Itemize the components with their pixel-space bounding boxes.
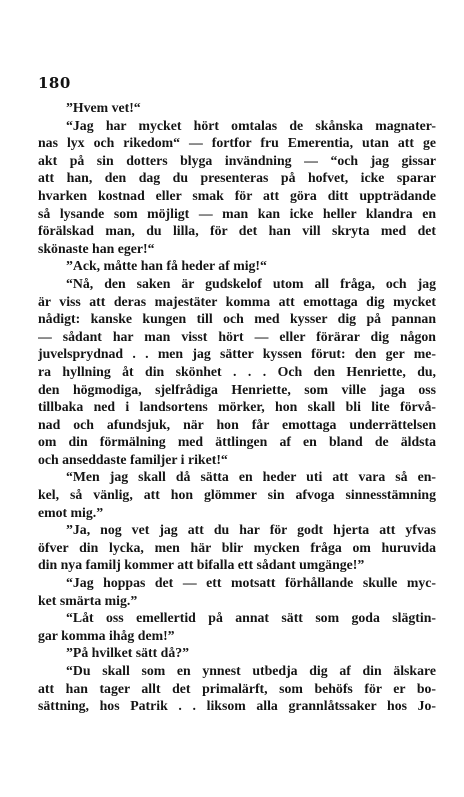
text-line: “Låt oss emellertid på annat sätt som goda slägtin-	[66, 610, 436, 626]
text-line: ket smärta mig.”	[38, 592, 138, 608]
text-line: nad och afundsjuk, när hon får emottaga underrättelsen	[38, 416, 436, 432]
text-line: “Du skall som en ynnest utbedja dig af din älskare	[66, 663, 436, 678]
page-number: 180	[38, 74, 71, 92]
text-line: så lysande som möjligt — man kan icke heller klandra en	[38, 205, 436, 221]
text-line: gar komma ihåg dem!”	[38, 627, 175, 643]
text-line: den högmodiga, sjelfrådiga Henriette, som ville jaga oss	[38, 381, 436, 397]
text-line: är viss att deras majestäter komma att emottaga dig mycket	[38, 293, 436, 309]
text-line: och anseddaste familjer i riket!“	[38, 451, 228, 467]
text-line: “Jag har mycket hört omtalas de skånska magnater-	[66, 117, 436, 133]
text-line: tillbaka ned i landsortens mörker, hon skall bli lite förvå-	[38, 399, 436, 415]
text-line: sättning, hos Patrik . . liksom alla grannlåtssaker hos Jo-	[38, 698, 436, 714]
text-line: akt på sin dotters blyga invändning — “och jag gissar	[38, 152, 436, 168]
text-line: din nya familj kommer att bifalla ett sådant umgänge!”	[38, 557, 365, 573]
text-line: ”Ja, nog vet jag att du har för godt hjerta att yfvas	[66, 522, 436, 538]
text-line: att han tager allt det primalärft, som behöfs för er bo-	[38, 680, 436, 696]
body-text	[38, 99, 436, 715]
text-line: “Jag hoppas det — ett motsatt förhållande skulle myc-	[66, 575, 436, 591]
text-line: — sådant har man visst hört — eller förärar dig någon	[38, 328, 436, 344]
text-line: öfver din lycka, men här blir mycken fråga om huruvida	[38, 539, 436, 555]
text-line: hvarken kostnad eller smak för att göra ditt uppträdande	[38, 187, 436, 203]
text-line: förälskad man, du lilla, för det han vill skryta med det	[38, 223, 436, 239]
text-line: nas lyx och rikedom“ — fortfor fru Emerentia, utan att ge	[38, 135, 436, 151]
text-line: juvelsprydnad . . men jag sätter kyssen förut: den ger me-	[38, 346, 436, 362]
text-line: ”På hvilket sätt då?”	[66, 645, 190, 661]
text-line: om din förmälning med ättlingen af en bland de äldsta	[38, 434, 436, 450]
text-line: nådigt: kanske kungen till och med kysser dig på pannan	[38, 311, 436, 327]
text-line: ”Ack, måtte han få heder af mig!“	[66, 258, 267, 274]
text-line: “Nå, den saken är gudskelof utom all fråga, och jag	[66, 275, 436, 291]
text-line: ra hyllning åt din skönhet . . . Och den Henriette, du,	[38, 363, 436, 379]
text-line: skönaste han eger!“	[38, 240, 155, 256]
text-line: emot mig.”	[38, 504, 104, 520]
text-line: att han, den dag du presenteras på hofvet, icke sparar	[38, 170, 436, 186]
text-line: “Men jag skall då sätta en heder uti att vara så en-	[66, 469, 436, 485]
text-line: kel, så vänlig, att hon glömmer sin afvoga sinnesstämning	[38, 487, 436, 503]
text-line: ”Hvem vet!“	[66, 100, 141, 115]
